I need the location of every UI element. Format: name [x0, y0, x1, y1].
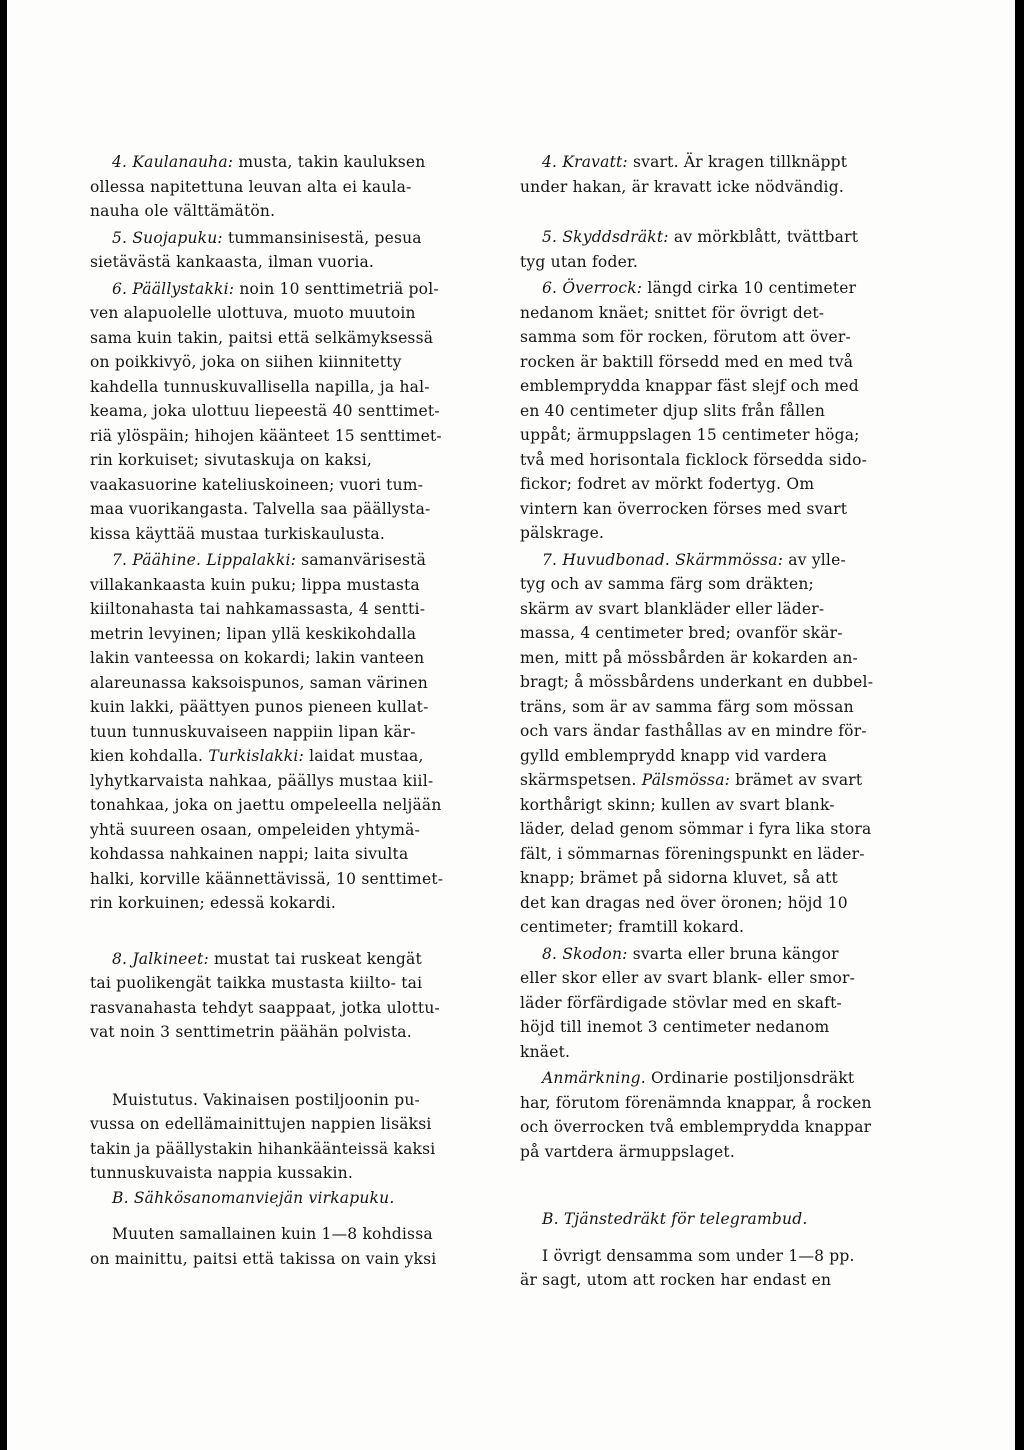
swedish-column: [520, 150, 926, 1293]
sv-item-7: 7. Huvudbonad. Skärmmössa: av ylle- tyg och av samma färg som dräkten; skärm av svart blankläder eller läder- massa, 4 centimeter bred; ovanför skär- men, mitt på mössbården är kokarden an- bragt; å mössbårdens underkant en dubbel- träns, som är av samma färg som mössan och vars ändar fasthållas av en mindre för- gylld emblemprydd knapp vid vardera skärmspetsen. Pälsmössa: brämet av svart korthårigt skinn; kullen av svart blank- läder, delad genom sömmar i fyra lika stora fält, i sömmarnas föreningspunkt en läder- knapp; brämet på sidorna kluvet, så att det kan dragas ned över öronen; höjd 10 centimeter; framtill kokard.: [520, 550, 874, 936]
sv-item-6: 6. Överrock: längd cirka 10 centimeter nedanom knäet; snittet för övrigt det- samma som för rocken, förutom att över- rocken är baktill försedd med en med två emblemprydda knappar fäst slejf och med en 40 centimeter djup slits från fållen uppåt; ärmuppslagen 15 centimeter höga; två med horisontala ficklock försedda sido- fickor; fodret av mörkt fodertyg. Om vintern kan överrocken förses med svart pälskrage.: [520, 279, 868, 542]
sv-item-4: 4. Kravatt: svart. Är kragen tillknäppt under hakan, är kravatt icke nödvändig.: [520, 153, 848, 196]
sv-section-b-heading: B. Tjänstedräkt för telegrambud.: [542, 1210, 808, 1228]
fi-note: Muistutus. Vakinaisen postiljoonin pu- vussa on edellämainittujen nappien lisäksi takin ja päällystakin hihankäänteissä kaksi tunnuskuvaista nappia kussakin.: [90, 1090, 436, 1182]
fi-section-b-body: Muuten samallainen kuin 1—8 kohdissa on mainittu, paitsi että takissa on vain yksi: [90, 1225, 437, 1268]
fi-item-5: 5. Suojapuku: tummansinisestä, pesua sietävästä kankaasta, ilman vuoria.: [90, 228, 422, 271]
scan-border-right: [1015, 0, 1024, 1450]
scan-border-left: [0, 0, 7, 1450]
sv-note: Anmärkning. Ordinarie postiljonsdräkt har, förutom förenämnda knappar, å rocken och överrocken två emblemprydda knappar på vartdera ärmuppslaget.: [520, 1069, 872, 1161]
sv-item-8: 8. Skodon: svarta eller bruna kängor eller skor eller av svart blank- eller smor- läder förfärdigade stövlar med en skaft- höjd till inemot 3 centimeter nedanom knäet.: [520, 944, 856, 1061]
fi-item-7: 7. Päähine. Lippalakki: samanvärisestä villakankaasta kuin puku; lippa mustasta kiiltonahasta tai nahkamassasta, 4 sentti- metrin levyinen; lipan yllä keskikohdalla lakin vanteessa on kokardi; lakin vanteen alareunassa kaksoispunos, saman värinen kuin lakki, päättyen punos pieneen kullat- tuun tunnuskuvaiseen nappiin lipan kär- kien kohdalla. Turkislakki: laidat mustaa, lyhytkarvaista nahkaa, päällys mustaa kiil- tonahkaa, joka on jaettu ompeleella neljään yhtä suureen osaan, ompeleiden yhtymä- kohdassa nahkainen nappi; laita sivulta halki, korville käännettävissä, 10 senttimet- rin korkuinen; edessä kokardi.: [90, 551, 444, 912]
sv-item-5: 5. Skyddsdräkt: av mörkblått, tvättbart tyg utan foder.: [520, 228, 859, 271]
finnish-column: [90, 150, 503, 1271]
fi-item-4: 4. Kaulanauha: musta, takin kauluksen ollessa napitettuna leuvan alta ei kaula- nauha ole välttämätön.: [90, 153, 426, 220]
fi-item-8: 8. Jalkineet: mustat tai ruskeat kengät tai puolikengät taikka mustasta kiilto- tai rasvanahasta tehdyt saappaat, jotka ulottu- vat noin 3 senttimetrin päähän polvista.: [90, 949, 440, 1041]
fi-item-6: 6. Päällystakki: noin 10 senttimetriä pol- ven alapuolelle ulottuva, muoto muutoin sama kuin takin, paitsi että selkämyksessä on poikkivyö, joka on siihen kiinnitetty kahdella tunnuskuvallisella napilla, ja hal- keama, joka ulottuu liepeestä 40 senttimet- riä ylöspäin; hihojen käänteet 15 senttimet- rin korkuiset; sivutaskuja on kaksi, vaakasuorine kateliuskoineen; vuori tum- maa vuorikangasta. Talvella saa päällysta- kissa käyttää mustaa turkiskaulusta.: [90, 279, 442, 543]
sv-section-b-body: I övrigt densamma som under 1—8 pp. är sagt, utom att rocken har endast en: [520, 1246, 855, 1289]
fi-section-b-heading: B. Sähkösanomanviejän virkapuku.: [112, 1188, 395, 1207]
